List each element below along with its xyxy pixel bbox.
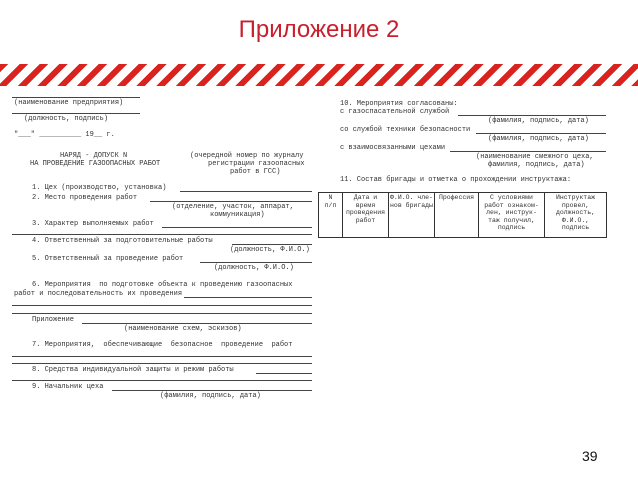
item-4-line [232,244,312,245]
brigade-table [318,192,606,237]
appendix-note: (наименование схем, эскизов) [124,325,242,333]
item-5: 5. Ответственный за проведение работ [32,255,184,263]
col-profession: Профессия [435,193,479,238]
item-2-line [150,201,312,202]
shops-line [450,151,606,152]
item-1-line [180,191,312,192]
item-9-line [112,390,312,391]
shops: с взаимосвязанными цехами [340,144,446,152]
item-6-b: работ и последовательность их проведения [14,290,183,298]
col-members: Ф.И.О. чле- нов бригады [389,193,435,238]
item-6-a: 6. Мероприятия по подготовке объекта к проведению газоопасных [32,281,293,289]
col-instructed: Инструктаж провел, должность, Ф.И.О., подпись [545,193,607,238]
reg-note-2: регистрации газоопасных [208,160,305,168]
appendix: Приложение [32,316,75,324]
shops-note-2: фамилия, подпись, дата) [488,161,585,169]
reg-note-3: работ в ГСС) [230,168,281,176]
shops-note-1: (наименование смежного цеха, [476,153,594,161]
item-6-line-1 [184,297,312,298]
item-8-line-2 [12,380,312,381]
col-conditions: С условиями работ ознаком- лен, инструк- таж получил, подпись [479,193,545,238]
col-date: Дата и время проведения работ [343,193,389,238]
org-label: (наименование предприятия) [14,99,124,107]
item-7-line-2 [12,363,312,364]
slide-title: Приложение 2 [238,16,400,43]
item-7-line-1 [12,356,312,357]
appendix-line [82,323,312,324]
item-6-line-2 [12,305,312,306]
item-4: 4. Ответственный за подготовительные работы [32,237,213,245]
item-10: 10. Мероприятия согласованы: [340,100,458,108]
gas-note: (фамилия, подпись, дата) [488,117,589,125]
item-11: 11. Состав бригады и отметка о прохождении инструктажа: [340,176,572,184]
item-8: 8. Средства индивидуальной защиты и режим работы [32,366,234,374]
permit-title-2: НА ПРОВЕДЕНИЕ ГАЗООПАСНЫХ РАБОТ [30,160,161,168]
item-2-note-1: (отделение, участок, аппарат, [172,203,294,211]
item-9-note: (фамилия, подпись, дата) [160,392,261,400]
item-2-note-2: коммуникация) [210,211,265,219]
item-3-line [162,227,312,228]
table-header-row [319,193,607,238]
item-2: 2. Место проведения работ [32,194,138,202]
org-line [12,97,140,98]
post-line [12,113,140,114]
item-4-note: (должность, Ф.И.О.) [230,246,310,254]
safety-line [476,133,606,134]
gas-service: с газоспасательной службой [340,108,450,116]
item-7: 7. Мероприятия, обеспечивающие безопасное проведение работ [32,341,293,349]
item-9: 9. Начальник цеха [32,383,104,391]
gas-service-line [458,115,606,116]
item-6-line-3 [12,313,312,314]
permit-title-1: НАРЯД - ДОПУСК N [60,152,128,160]
safety-service: со службой техники безопасности [340,126,471,134]
item-1: 1. Цех (производство, установка) [32,184,167,192]
safety-note: (фамилия, подпись, дата) [488,135,589,143]
date-line: "___" __________ 19__ г. [14,131,115,139]
post-label: (должность, подпись) [24,115,109,123]
reg-note-1: (очередной номер по журналу [190,152,304,160]
item-5-line [200,262,312,263]
col-number: N п/п [319,193,343,238]
item-3: 3. Характер выполняемых работ [32,220,154,228]
item-5-note: (должность, Ф.И.О.) [214,264,294,272]
page-number: 39 [582,448,598,464]
item-8-line [256,373,312,374]
item-3-line-2 [12,234,312,235]
